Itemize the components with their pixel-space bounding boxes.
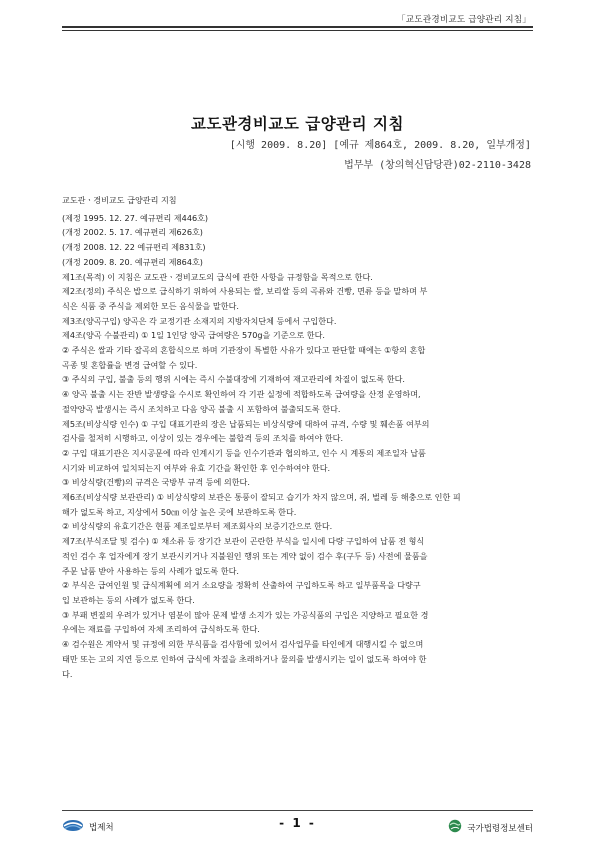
text-line: ② 구입 대표기관은 지시공문에 따라 인계시기 등을 인수기관과 협의하고, 인수 시 계통의 제조일자 납품: [62, 447, 426, 458]
page-footer: [62, 810, 533, 837]
text-line: 태만 또는 고의 지연 등으로 인하여 급식에 차질을 초래하거나 물의를 발생시키는 일이 없도록 하여야 한: [62, 653, 427, 664]
text-line: 시기와 비교하여 일치되는지 여부와 유효 기간을 확인한 후 인수하여야 한다.: [62, 462, 331, 473]
text-line: 우에는 재료를 구입하여 자체 조리하여 급식하도록 한다.: [62, 624, 260, 635]
text-line: ② 주식은 쌀과 기타 잡곡의 혼합식으로 하며 기관장이 특별한 사유가 있다고 판단할 때에는 ①항의 혼합: [62, 345, 426, 356]
text-line: 제2조(정의) 주식은 밥으로 급식하기 위하여 사용되는 쌀, 보리쌀 등의 곡류와 건빵, 면류 등을 말하며 부: [62, 286, 428, 297]
article-text: [62, 270, 536, 682]
revision-entry: (개정 2009. 8. 20. 예규편리 제864호): [62, 256, 203, 267]
header-rule: [62, 26, 533, 31]
text-line: 절약양곡 발생시는 즉시 조치하고 다음 양곡 불출 시 포함하여 불출되도록 한다.: [62, 403, 341, 414]
text-line: ② 부식은 급여인원 및 급식계획에 의거 소요량을 정확히 산출하여 구입하도록 하고 일부품목을 다량구: [62, 580, 421, 591]
text-line: 제3조(양곡구입) 양곡은 각 교정기관 소재지의 지방자치단체 등에서 구입한다.: [62, 315, 337, 326]
text-line: 제1조(목적) 이 지침은 교도관ㆍ경비교도의 급식에 관한 사항을 규정함을 목적으로 한다.: [62, 271, 373, 282]
globe-icon: [448, 819, 462, 836]
enforcement-info: [시행 2009. 8.20] [예규 제864호, 2009. 8.20, 일부개정]: [229, 140, 531, 151]
text-line: 주문 납품 받아 사용하는 등의 사례가 없도록 한다.: [62, 565, 239, 576]
text-line: ③ 주식의 구입, 불출 등의 행위 시에는 즉시 수불대장에 기재하여 재고관리에 차질이 없도록 한다.: [62, 374, 405, 385]
text-line: 곡종 및 혼합률을 변경 급여할 수 있다.: [62, 359, 198, 370]
revision-entry: (개정 2002. 5. 17. 예규편리 제626호): [62, 227, 203, 238]
text-line: ② 비상식량의 유효기간은 현품 제조일로부터 제조회사의 보증기간으로 한다.: [62, 521, 333, 532]
text-line: ④ 검수원은 계약서 및 규정에 의한 부식품을 검사함에 있어서 검사업무를 타인에게 대행시킬 수 없으며: [62, 639, 424, 650]
text-line: 제4조(양곡 수불관리) ① 1일 1인당 양곡 급여량은 570g을 기준으로 한다.: [62, 330, 325, 341]
text-line: 제6조(비상식량 보관관리) ① 비상식량의 보관은 통풍이 잘되고 습기가 차지 않으며, 쥐, 벌레 등 해충으로 인한 피: [62, 492, 461, 503]
law-center-logo-block: [448, 819, 533, 836]
text-line: ③ 비상식량(건빵)의 규격은 국방부 규격 등에 의한다.: [62, 477, 250, 488]
revision-history: [62, 211, 536, 270]
text-line: 식은 식품 중 주식을 제외한 모든 음식물을 말한다.: [62, 300, 239, 311]
document-title: 교도관경비교도 급양관리 지침: [191, 115, 404, 133]
moleg-logo-icon: [62, 819, 84, 835]
ministry-contact: 법무부 (창의혁신담당관)02-2110-3428: [344, 160, 531, 171]
moleg-label: 법제처: [89, 823, 114, 833]
text-line: 해가 없도록 하고, 지상에서 50㎝ 이상 높은 곳에 보관하도록 한다.: [62, 506, 297, 517]
text-line: 제5조(비상식량 인수) ① 구입 대표기관의 장은 납품되는 비상식량에 대하여 규격, 수량 및 훼손품 여부의: [62, 418, 430, 429]
law-center-label: 국가법령정보센터: [467, 823, 533, 834]
moleg-logo-block: [62, 819, 114, 835]
revision-entry: (개정 2008. 12. 22 예규편리 제831호): [62, 242, 206, 253]
running-header: 「교도관경비교도 급양관리 지침」: [397, 15, 531, 25]
text-line: 제7조(부식조달 및 검수) ① 채소류 등 장기간 보관이 곤란한 부식을 일시에 다량 구입하여 납품 전 형식: [62, 536, 425, 547]
text-line: ④ 양곡 불출 시는 잔반 발생량을 수시로 확인하여 각 기관 실정에 적합하도록 급여량을 산정 운영하며,: [62, 389, 421, 400]
text-line: ③ 부패 변질의 우려가 있거나 염분이 많아 문제 발생 소지가 있는 가공식품의 구입은 지양하고 필요한 경: [62, 609, 429, 620]
text-line: 적인 검수 후 업자에게 장기 보관시키거나 지불원인 행위 또는 계약 없이 검수 후(구두 등) 사전에 물품을: [62, 550, 428, 561]
text-line: 입 보관하는 등의 사례가 없도록 한다.: [62, 594, 195, 605]
text-line: 다.: [62, 668, 73, 679]
text-line: 검사를 철저히 시행하고, 이상이 있는 경우에는 불합격 등의 조치를 하여야 한다.: [62, 433, 344, 444]
regulation-name: 교도관ㆍ경비교도 급양관리 지침: [62, 195, 177, 205]
page-number: - 1 -: [279, 816, 316, 830]
revision-entry: (제정 1995. 12. 27. 예규편리 제446호): [62, 212, 209, 223]
document-body: [62, 193, 536, 681]
